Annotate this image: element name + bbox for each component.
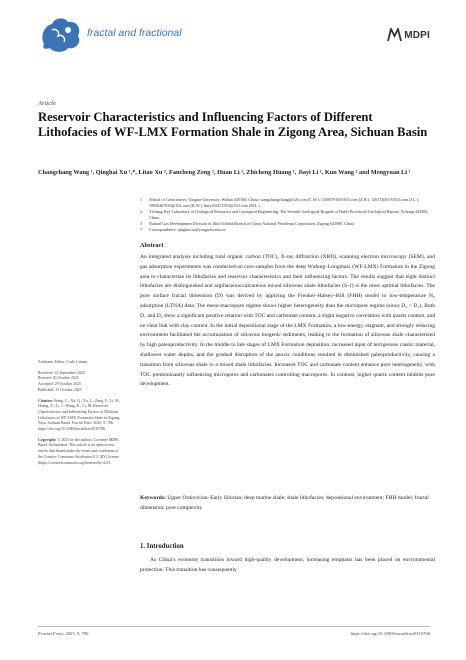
author-list: Changchang Wang ¹, Qinghai Xu ¹,*, Litao Xu ², Fancheng Zeng ², Huan Li ¹, Zhicheng Huang ¹, Jiayi Li ¹, Kun Wang ² and Mengyuan Li ¹ <box>38 169 411 176</box>
abstract-text: An integrated analysis including total organic carbon (TOC), X-ray diffraction (XRD), scanning electron microscopy (SEM), and gas adsorption experiments was conducted on core samples from the deep Wufeng–Longmaxi (WF-LMX) Formation in the Zigong area to characterize its lithofacies and reservoir characteristics and their influencing factors. The results suggest that eight distinct lithofacies are distinguished and argillaceous/calcareous mixed siliceous shale lithofacies (S-1) is the most optimal lithofacies. The pore surface fractal dimension (D) was derived by applying the Frenkel–Halsey–Hill (FHH) model to low-temperature N₂ adsorption (LTNA) data. The meso-macropore regime shows higher heterogeneity than the micropore regime (since D₂ > D₁). Both D₁ and D₂ show a significant positive relation with TOC and carbonate content, a slight negative correlation with quartz content, and no clear link with clay content. In the initial depositional stage of the LMX Formation, a low-energy, stagnant, and strongly reducing environment facilitated the accumulation of siliceous biogenic sediments, leading to the formation of siliceous shale characterized by high paleoproductivity. In the middle to late stages of LMX Formation deposition, increased input of terrigenous clastic material, shallower water depths, and the gradual disruption of the anoxic conditions resulted in diminished paleoproductivity, causing a transition from siliceous shale to a mixed shale lithofacies. Increased TOC and carbonate content enhance pore heterogeneity, with TOC predominantly influencing micropores and carbonates controlling macropores. In contrast, higher quartz content inhibits pore development. <box>140 254 435 388</box>
footer-divider <box>38 626 430 627</box>
keywords <box>140 494 435 514</box>
journal-logo <box>38 14 84 54</box>
journal-name: fractal and fractional <box>87 27 182 39</box>
footer-volume: 2025, 9, 706 <box>65 631 89 636</box>
publisher-logo <box>387 28 430 42</box>
abstract-heading: Abstract <box>140 242 164 249</box>
history-dates <box>38 371 124 394</box>
citation <box>38 399 124 433</box>
footer-journal: Fractal Fract. <box>38 631 65 636</box>
article-type: Article <box>38 100 56 107</box>
footer-doi-link[interactable]: https://doi.org/10.3390/fractalfract9110706 <box>350 631 430 636</box>
introduction-text: As China’s economy transitions toward high-quality development, increasing emphasis has been placed on environmental protection. This transition has consequently <box>140 557 435 573</box>
affiliation-item: 2 Yichang Key Laboratory of Geological Resources and Geological Engineering, The Seventh Geological Brigade of Hubei Provincial Geological Bureau, Yichang 443000, China <box>140 209 429 221</box>
revised-date: Revised: 20 October 2025 <box>38 376 79 381</box>
paper-title: Reservoir Characteristics and Influencing Factors of Different Lithofacies of WF-LMX Formation Shale in Zigong Area, Sichuan Basin <box>38 110 428 140</box>
keywords-label: Keywords: <box>140 495 166 501</box>
received-date: Received: 22 September 2025 <box>38 370 85 375</box>
article-info-sidebar <box>38 360 124 471</box>
affiliations <box>140 197 435 234</box>
academic-editor: Academic Editor: Carlo Cattani <box>38 360 88 364</box>
footer-citation <box>38 631 88 636</box>
copyright-text: © 2025 by the authors. Licensee MDPI, Basel, Switzerland. This article is an open access article distributed under the terms and conditions of the Creative Commons Attribution (CC BY) license (https://creativecommons.org/licenses/by/4.0/). <box>38 437 120 465</box>
published-date: Published: 31 October 2025 <box>38 387 82 392</box>
correspondence: * Correspondence: qinghai.xu@yangtzeu.edu.cn <box>140 227 226 233</box>
mdpi-icon <box>387 28 402 42</box>
publisher-name: MDPI <box>404 29 430 41</box>
citation-text: Wang, C.; Xu, Q.; Xu, L.; Zeng, F.; Li, H.; Huang, Z.; Li, J.; Wang, K.; Li, M. Reservoir Characteristics and Influencing Factors of Different Lithofacies of WF-LMX Formation Shale in Zigong Area, Sichuan Basin. Fractal Fract. 2025, 9, 706. https://doi.org/10.3390/fractalfract9110706 <box>38 398 121 432</box>
accepted-date: Accepted: 29 October 2025 <box>38 382 81 387</box>
copyright <box>38 438 124 467</box>
citation-label: Citation: <box>38 398 53 403</box>
copyright-label: Copyright: <box>38 437 57 442</box>
affiliation-item: 1 School of Geosciences, Yangtze University, Wuhan 430100, China; wangchangchang@126.com (C.W.); 13500791816163.com (Z.H.); 13617206170163.com (J.L.); 19956467b35@163.com (K.W.); limy202471053@163.com (M.L.) <box>140 197 419 209</box>
section-heading-introduction: 1. Introduction <box>140 543 184 550</box>
affiliation-item: 3 Natural Gas Development Division of Jilin Oilfield Branch of China National Petroleum Corporation, Zigong 643000, China <box>140 221 354 227</box>
keywords-text: Upper Ordovician–Early Silurian; deep marine shale; shale lithofacies; depositional environment; FHH model; fractal dimension; pore complexity <box>140 495 429 511</box>
